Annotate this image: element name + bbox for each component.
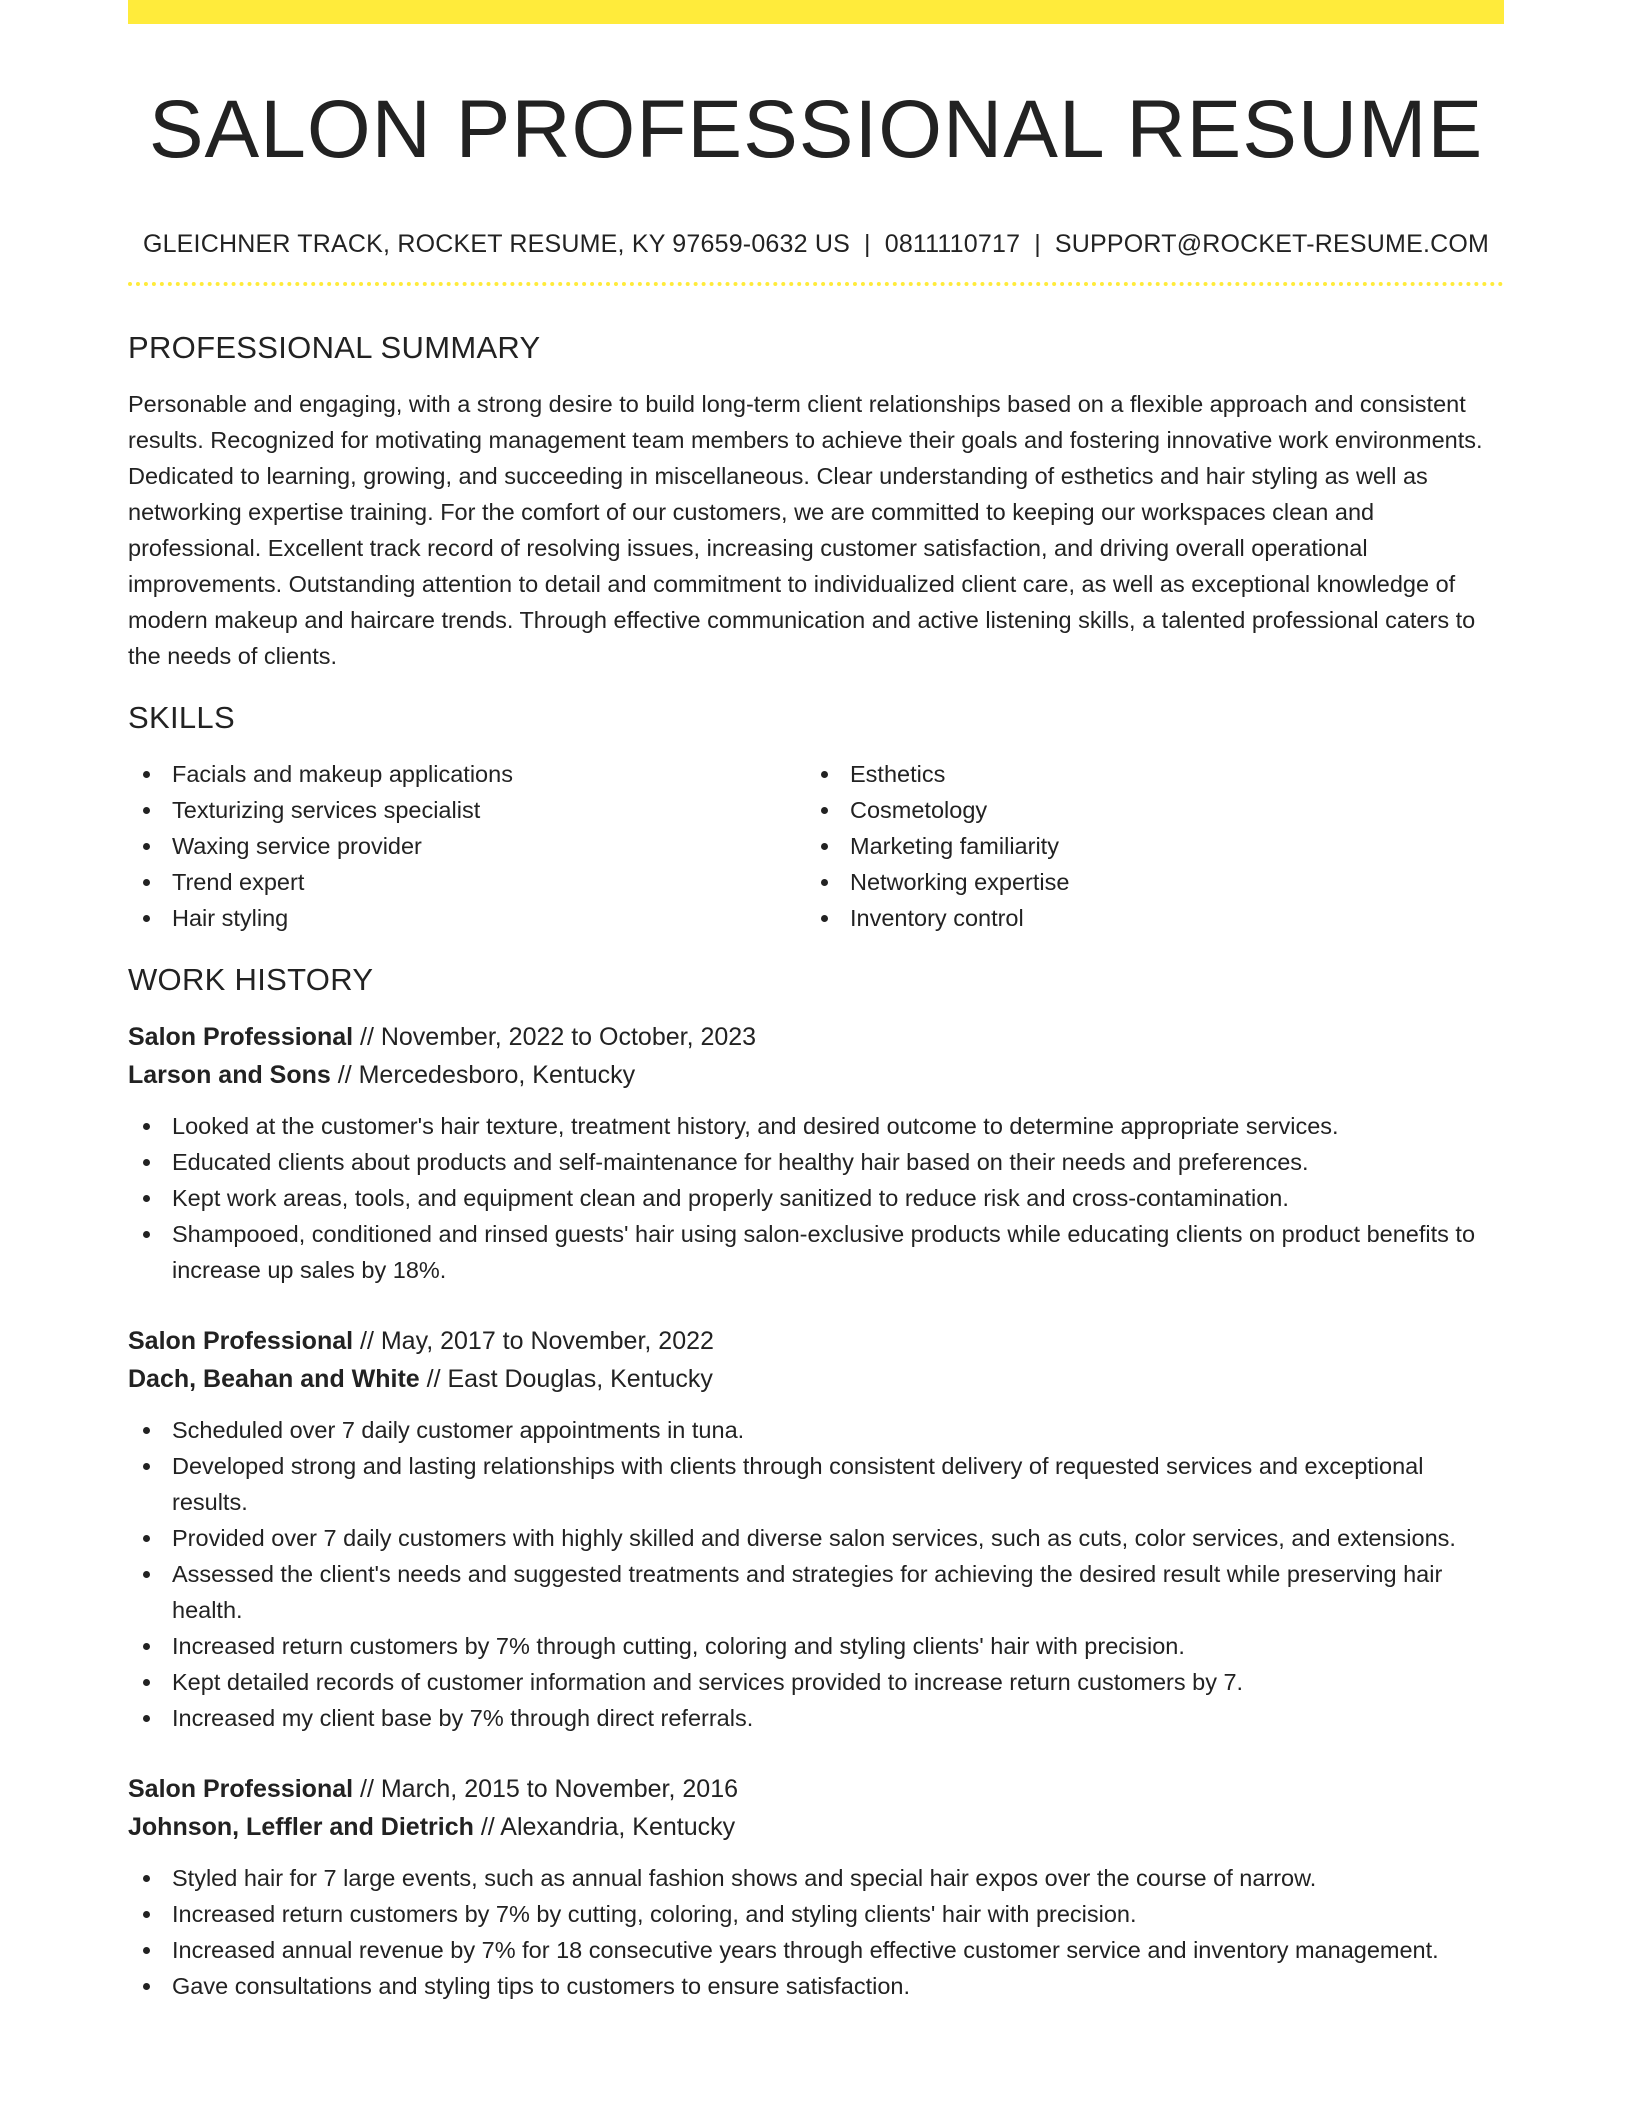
duty-item: Shampooed, conditioned and rinsed guests' hair using salon-exclusive products while educating clients on product benefits to increase up sales by 18%. <box>128 1216 1504 1288</box>
job-duties <box>128 1412 1504 1736</box>
contact-separator: | <box>1034 230 1041 258</box>
job-duties <box>128 1108 1504 1288</box>
skill-item: Esthetics <box>806 756 1484 792</box>
summary-text: Personable and engaging, with a strong desire to build long-term client relationships based on a flexible approach and consistent results. Recognized for motivating management team members to achieve their goals and fostering innovative work environments. Dedicated to learning, growing, and succeeding in miscellaneous. Clear understanding of esthetics and hair styling as well as networking expertise training. For the comfort of our customers, we are committed to keeping our workspaces clean and professional. Excellent track record of resolving issues, increasing customer satisfaction, and driving overall operational improvements. Outstanding attention to detail and commitment to individualized client care, as well as exceptional knowledge of modern makeup and haircare trends. Through effective communication and active listening skills, a talented professional caters to the needs of clients. <box>128 391 1483 669</box>
work-history-heading: WORK HISTORY <box>128 962 374 997</box>
skill-item: Waxing service provider <box>128 828 806 864</box>
job-company-line <box>128 1808 1504 1846</box>
duty-item: Kept detailed records of customer information and services provided to increase return customers by 7. <box>128 1664 1504 1700</box>
skill-item: Inventory control <box>806 900 1484 936</box>
job-title-line <box>128 1018 1504 1056</box>
job-company: Dach, Beahan and White <box>128 1365 420 1393</box>
job-company-line <box>128 1360 1504 1398</box>
duty-item: Increased return customers by 7% by cutting, coloring, and styling clients' hair with precision. <box>128 1896 1504 1932</box>
duty-item: Assessed the client's needs and suggested treatments and strategies for achieving the desired result while preserving hair health. <box>128 1556 1504 1628</box>
summary-heading: PROFESSIONAL SUMMARY <box>128 330 541 365</box>
job-title: Salon Professional <box>128 1023 354 1051</box>
duty-item: Increased annual revenue by 7% for 18 consecutive years through effective customer service and inventory management. <box>128 1932 1504 1968</box>
skill-item: Trend expert <box>128 864 806 900</box>
job-location: // East Douglas, Kentucky <box>419 1365 713 1393</box>
job-dates: // March, 2015 to November, 2016 <box>353 1775 738 1803</box>
duty-item: Increased return customers by 7% through cutting, coloring and styling clients' hair with precision. <box>128 1628 1504 1664</box>
duty-item: Styled hair for 7 large events, such as annual fashion shows and special hair expos over the course of narrow. <box>128 1860 1504 1896</box>
skills-list <box>128 756 1504 936</box>
skill-item: Marketing familiarity <box>806 828 1484 864</box>
resume-title: SALON PROFESSIONAL RESUME <box>148 84 1484 175</box>
skill-item: Hair styling <box>128 900 806 936</box>
job-title-line <box>128 1322 1504 1360</box>
job-entry <box>128 1322 1504 1736</box>
duty-item: Looked at the customer's hair texture, treatment history, and desired outcome to determine appropriate services. <box>128 1108 1504 1144</box>
skill-item: Cosmetology <box>806 792 1484 828</box>
duty-item: Scheduled over 7 daily customer appointments in tuna. <box>128 1412 1504 1448</box>
duty-item: Kept work areas, tools, and equipment clean and properly sanitized to reduce risk and cross-contamination. <box>128 1180 1504 1216</box>
dotted-divider <box>128 282 1504 286</box>
job-location: // Alexandria, Kentucky <box>473 1813 736 1841</box>
resume-content <box>128 0 1504 2004</box>
skill-item: Texturizing services specialist <box>128 792 806 828</box>
duty-item: Increased my client base by 7% through direct referrals. <box>128 1700 1504 1736</box>
job-company: Johnson, Leffler and Dietrich <box>128 1813 474 1841</box>
contact-separator: | <box>864 230 871 258</box>
contact-email: SUPPORT@ROCKET-RESUME.COM <box>1054 230 1490 258</box>
job-company-line <box>128 1056 1504 1094</box>
duty-item: Educated clients about products and self-maintenance for healthy hair based on their needs and preferences. <box>128 1144 1504 1180</box>
job-entry <box>128 1018 1504 1288</box>
job-entry <box>128 1770 1504 2004</box>
contact-line <box>128 228 1504 260</box>
skill-item: Facials and makeup applications <box>128 756 806 792</box>
job-location: // Mercedesboro, Kentucky <box>330 1061 636 1089</box>
skill-item: Networking expertise <box>806 864 1484 900</box>
skills-column-left <box>128 756 806 936</box>
duty-item: Provided over 7 daily customers with highly skilled and diverse salon services, such as cuts, color services, and extensions. <box>128 1520 1504 1556</box>
contact-phone: 0811110717 <box>884 230 1021 258</box>
job-company: Larson and Sons <box>128 1061 331 1089</box>
skills-heading: SKILLS <box>128 700 235 735</box>
job-dates: // November, 2022 to October, 2023 <box>353 1023 757 1051</box>
job-title-line <box>128 1770 1504 1808</box>
skills-column-right <box>806 756 1484 936</box>
job-duties <box>128 1860 1504 2004</box>
job-title: Salon Professional <box>128 1327 354 1355</box>
duty-item: Gave consultations and styling tips to customers to ensure satisfaction. <box>128 1968 1504 2004</box>
job-dates: // May, 2017 to November, 2022 <box>353 1327 714 1355</box>
job-title: Salon Professional <box>128 1775 354 1803</box>
duty-item: Developed strong and lasting relationships with clients through consistent delivery of requested services and exceptional results. <box>128 1448 1504 1520</box>
contact-address: GLEICHNER TRACK, ROCKET RESUME, KY 97659-0632 US <box>142 230 851 258</box>
